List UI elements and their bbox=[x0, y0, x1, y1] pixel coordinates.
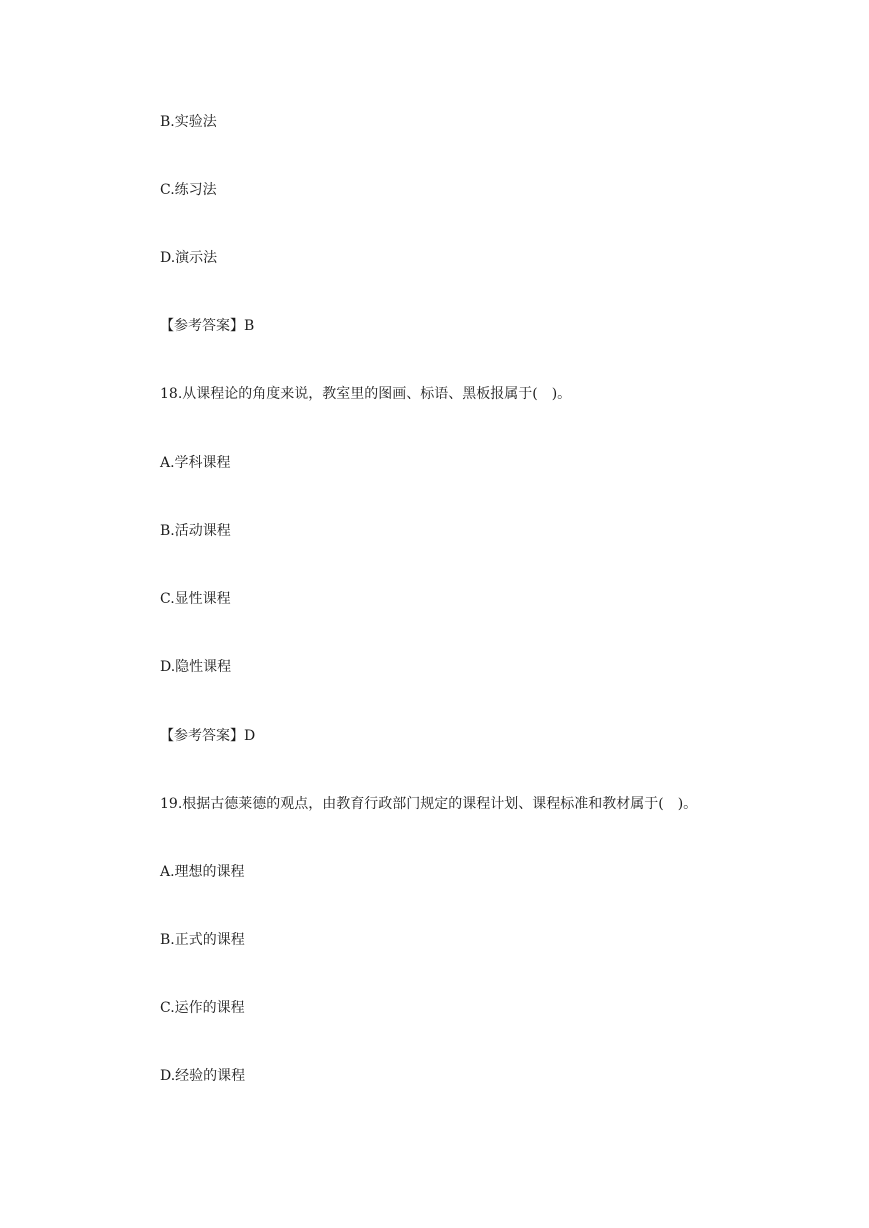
option-b-experiment-method: B.实验法 bbox=[160, 114, 217, 130]
reference-answer-18: 【参考答案】D bbox=[160, 728, 256, 744]
question-19-option-b: B.正式的课程 bbox=[160, 932, 245, 948]
option-c-practice-method: C.练习法 bbox=[160, 182, 217, 198]
option-d-demonstration-method: D.演示法 bbox=[160, 250, 218, 266]
question-19: 19.根据古德莱德的观点，由教育行政部门规定的课程计划、课程标准和教材属于( )。 bbox=[160, 796, 698, 812]
question-18-option-c: C.显性课程 bbox=[160, 591, 231, 607]
question-19-option-a: A.理想的课程 bbox=[160, 864, 245, 880]
question-19-option-c: C.运作的课程 bbox=[160, 1000, 245, 1016]
question-18-option-d: D.隐性课程 bbox=[160, 659, 232, 675]
reference-answer-17: 【参考答案】B bbox=[160, 318, 255, 334]
question-18-option-b: B.活动课程 bbox=[160, 523, 231, 539]
question-18: 18.从课程论的角度来说，教室里的图画、标语、黑板报属于( )。 bbox=[160, 386, 572, 402]
question-18-option-a: A.学科课程 bbox=[160, 455, 231, 471]
question-19-option-d: D.经验的课程 bbox=[160, 1068, 246, 1084]
